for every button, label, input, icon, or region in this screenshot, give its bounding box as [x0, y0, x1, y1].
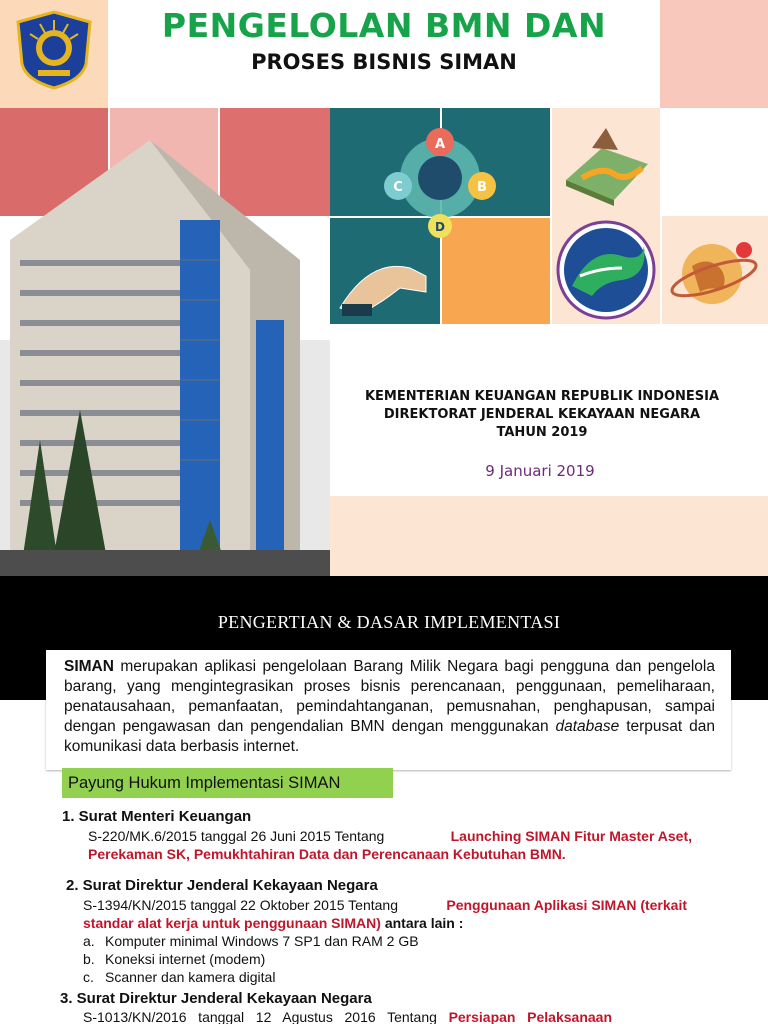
- legal-item-3-subject: Persiapan Pelaksanaan: [448, 1009, 612, 1024]
- siman-term: SIMAN: [64, 658, 114, 675]
- legal-item-2-suffix: antara lain :: [380, 915, 464, 931]
- year-label: TAHUN 2019: [496, 425, 588, 440]
- legal-item-2-line-1: [83, 896, 687, 914]
- definition-box: [46, 650, 731, 770]
- legal-item-2-ref: S-1394/KN/2015 tanggal 22 Oktober 2015 Tentang: [83, 897, 398, 913]
- cover-title: PENGELOLAN BMN DAN: [161, 6, 607, 45]
- legal-basis-heading: Payung Hukum Implementasi SIMAN: [62, 768, 393, 798]
- gear-label-d: D: [435, 220, 445, 234]
- logo-tile: [0, 0, 108, 108]
- legal-item-1-text: [88, 827, 692, 863]
- definition-slide: [0, 576, 768, 1024]
- cover-subtitle: PROSES BISNIS SIMAN: [251, 50, 517, 74]
- list-item: [83, 950, 419, 968]
- business-gears-illustration-icon: [330, 108, 550, 324]
- ministry-name: KEMENTERIAN KEUANGAN REPUBLIK INDONESIA: [364, 389, 720, 404]
- list-text: Scanner dan kamera digital: [105, 969, 276, 985]
- legal-item-3-text: [83, 1008, 687, 1024]
- legal-item-2-text: [83, 896, 687, 932]
- requirements-list: [83, 932, 419, 986]
- legal-item-1-subject-a: Launching SIMAN Fitur Master Aset,: [450, 828, 692, 844]
- list-text: Koneksi internet (modem): [105, 951, 266, 967]
- legal-item-2-subject-b: standar alat kerja untuk penggunaan SIMAN): [83, 915, 381, 931]
- list-marker: b.: [83, 951, 95, 967]
- list-text: Komputer minimal Windows 7 SP1 dan RAM 2 GB: [105, 933, 419, 949]
- legal-item-3-ref: S-1013/KN/2016 tanggal 12 Agustus 2016 Tentang: [83, 1009, 449, 1024]
- white-tile: [662, 108, 768, 216]
- office-building-photo: [0, 140, 330, 576]
- gear-label-b: B: [477, 180, 487, 195]
- section-title: PENGERTIAN & DASAR IMPLEMENTASI: [217, 612, 561, 632]
- map-landscape-illustration-icon: [552, 108, 660, 216]
- list-item: [83, 968, 419, 986]
- legal-item-3-heading: 3. Surat Direktur Jenderal Kekayaan Negara: [60, 990, 372, 1007]
- globe-illustration-icon: [662, 216, 768, 324]
- list-item: [83, 932, 419, 950]
- gear-label-c: C: [393, 180, 403, 195]
- legal-item-1-subject-b: Perekaman SK, Pemukhtahiran Data dan Perencanaan Kebutuhan BMN.: [88, 846, 566, 862]
- directorate-name: DIREKTORAT JENDERAL KEKAYAAN NEGARA: [383, 407, 701, 422]
- list-marker: c.: [83, 969, 94, 985]
- definition-text-1: merupakan aplikasi pengelolaan Barang Milik Negara bagi pengguna dan pengelola barang, yang mengintegrasikan proses bisnis perencanaan, penggunaan, pemeliharaan, penatausahaan, pemanfaatan, pemindahtanganan, pemusnahan, penghapusan, sampai dengan pengawasan dan pengendalian BMN dengan menggunakan: [64, 658, 715, 735]
- peach-footer-tile: [330, 496, 768, 576]
- pink-tile: [660, 0, 768, 108]
- legal-item-2-heading: 2. Surat Direktur Jenderal Kekayaan Negara: [66, 877, 378, 894]
- definition-text-2: terpusat dan komunikasi data berbasis internet.: [64, 718, 716, 755]
- legal-item-2-subject-a: Penggunaan Aplikasi SIMAN (terkait: [446, 897, 687, 913]
- legal-item-2-line-2: [83, 914, 687, 932]
- list-marker: a.: [83, 933, 95, 949]
- presentation-date: 9 Januari 2019: [485, 462, 595, 480]
- legal-item-1-ref: S-220/MK.6/2015 tanggal 26 Juni 2015 Tentang: [88, 828, 385, 844]
- siman-logo-icon: [552, 216, 660, 324]
- legal-item-1-line-1: [88, 827, 692, 845]
- definition-italic: database: [555, 718, 620, 735]
- gear-label-a: A: [434, 137, 446, 152]
- kemenkeu-logo-icon: [12, 8, 96, 92]
- org-header: [322, 388, 762, 442]
- legal-item-1-heading: 1. Surat Menteri Keuangan: [62, 808, 252, 825]
